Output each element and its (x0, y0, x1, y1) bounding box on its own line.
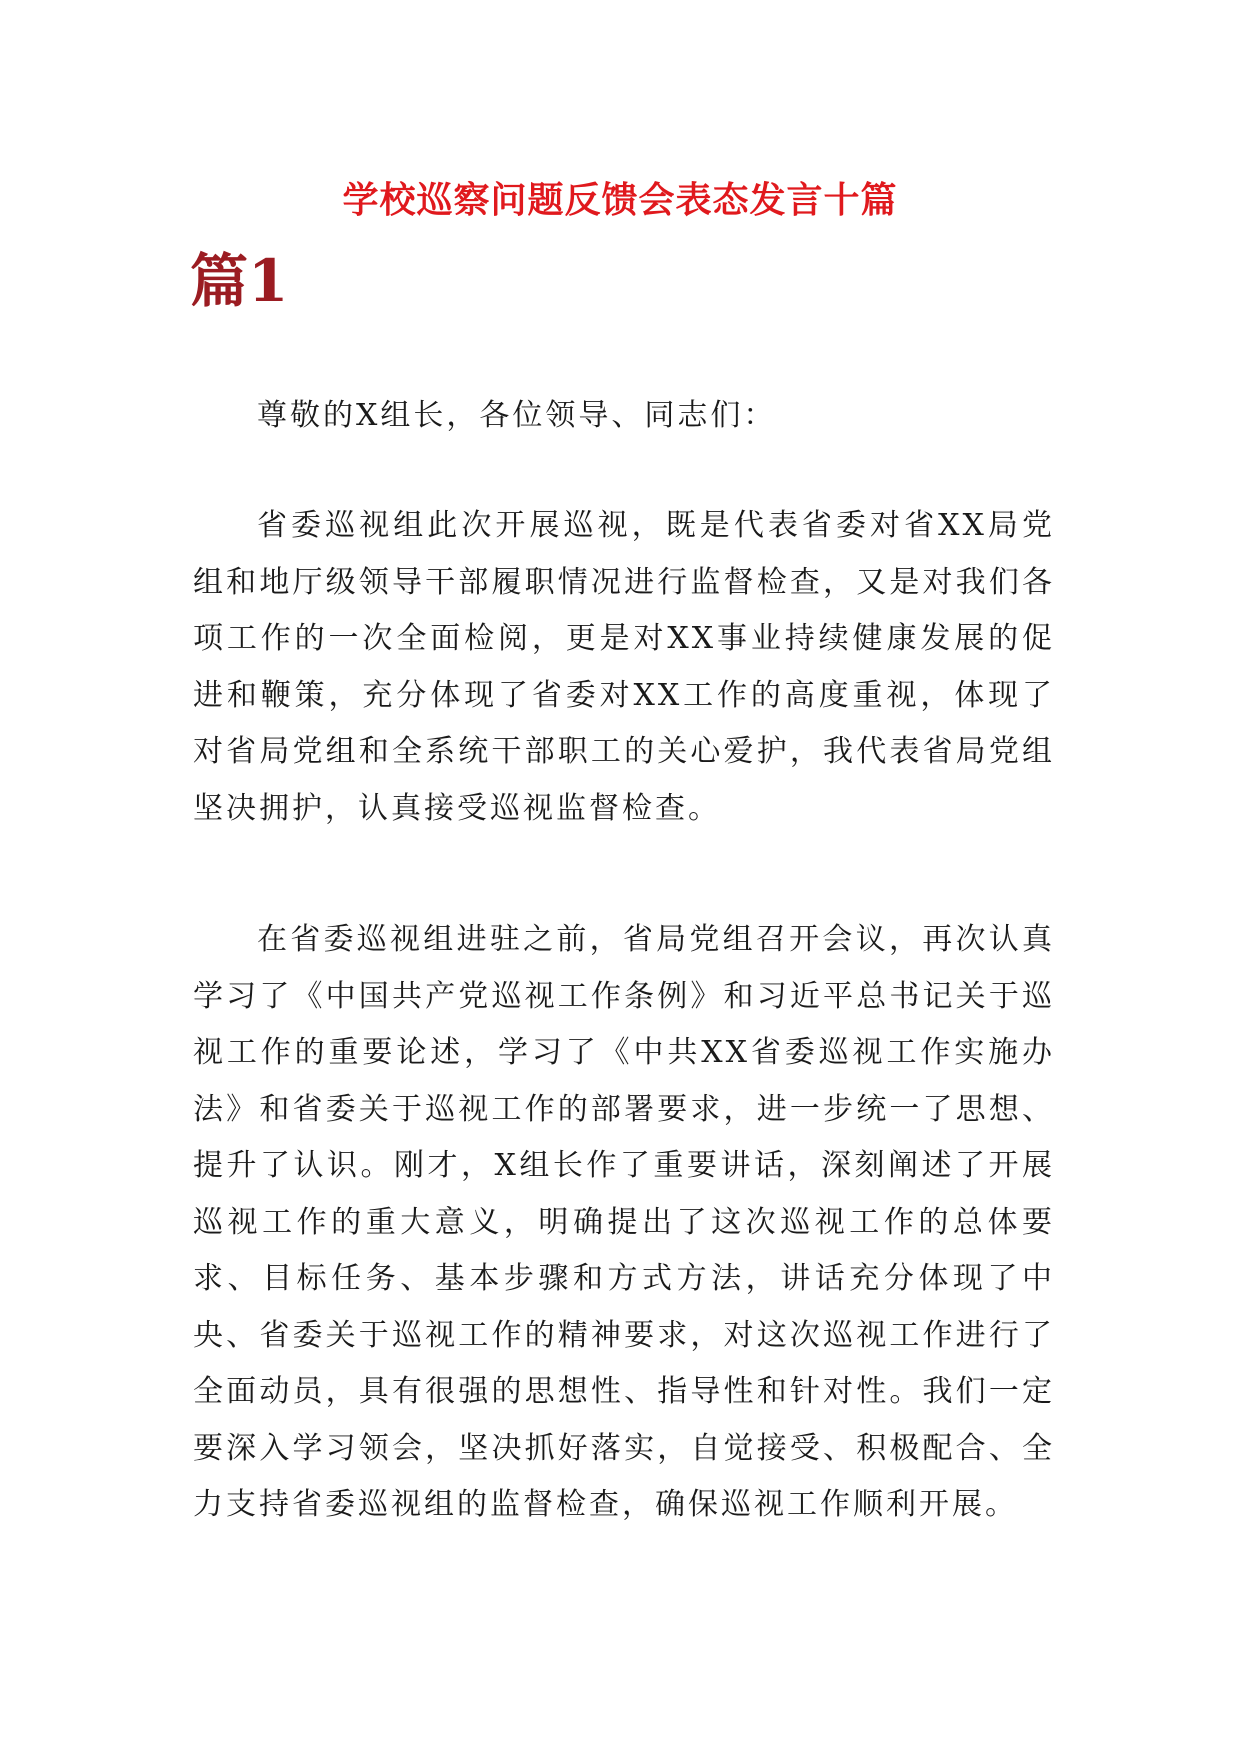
section-heading: 篇1 (190, 247, 289, 315)
greeting-paragraph: 尊敬的X组长，各位领导、同志们： (257, 398, 777, 433)
document-title: 学校巡察问题反馈会表态发言十篇 (342, 179, 898, 221)
body-paragraph-1: 省委巡视组此次开展巡视，既是代表省委对省XX局党组和地厅级领导干部履职情况进行监督检查，又是对我们各项工作的一次全面检阅，更是对XX事业持续健康发展的促进和鞭策，充分体现了省委对XX工作的高度重视，体现了对省局党组和全系统干部职工的关心爱护，我代表省局党组坚决拥护，认真接受巡视监督检查。 (193, 508, 1055, 826)
body-paragraph-2: 在省委巡视组进驻之前，省局党组召开会议，再次认真学习了《中国共产党巡视工作条例》和习近平总书记关于巡视工作的重要论述，学习了《中共XX省委巡视工作实施办法》和省委关于巡视工作的部署要求，进一步统一了思想、提升了认识。刚才，X组长作了重要讲话，深刻阐述了开展巡视工作的重大意义，明确提出了这次巡视工作的总体要求、目标任务、基本步骤和方式方法，讲话充分体现了中央、省委关于巡视工作的精神要求，对这次巡视工作进行了全面动员，具有很强的思想性、指导性和针对性。我们一定要深入学习领会，坚决抓好落实，自觉接受、积极配合、全力支持省委巡视组的监督检查，确保巡视工作顺利开展。 (193, 922, 1055, 1522)
